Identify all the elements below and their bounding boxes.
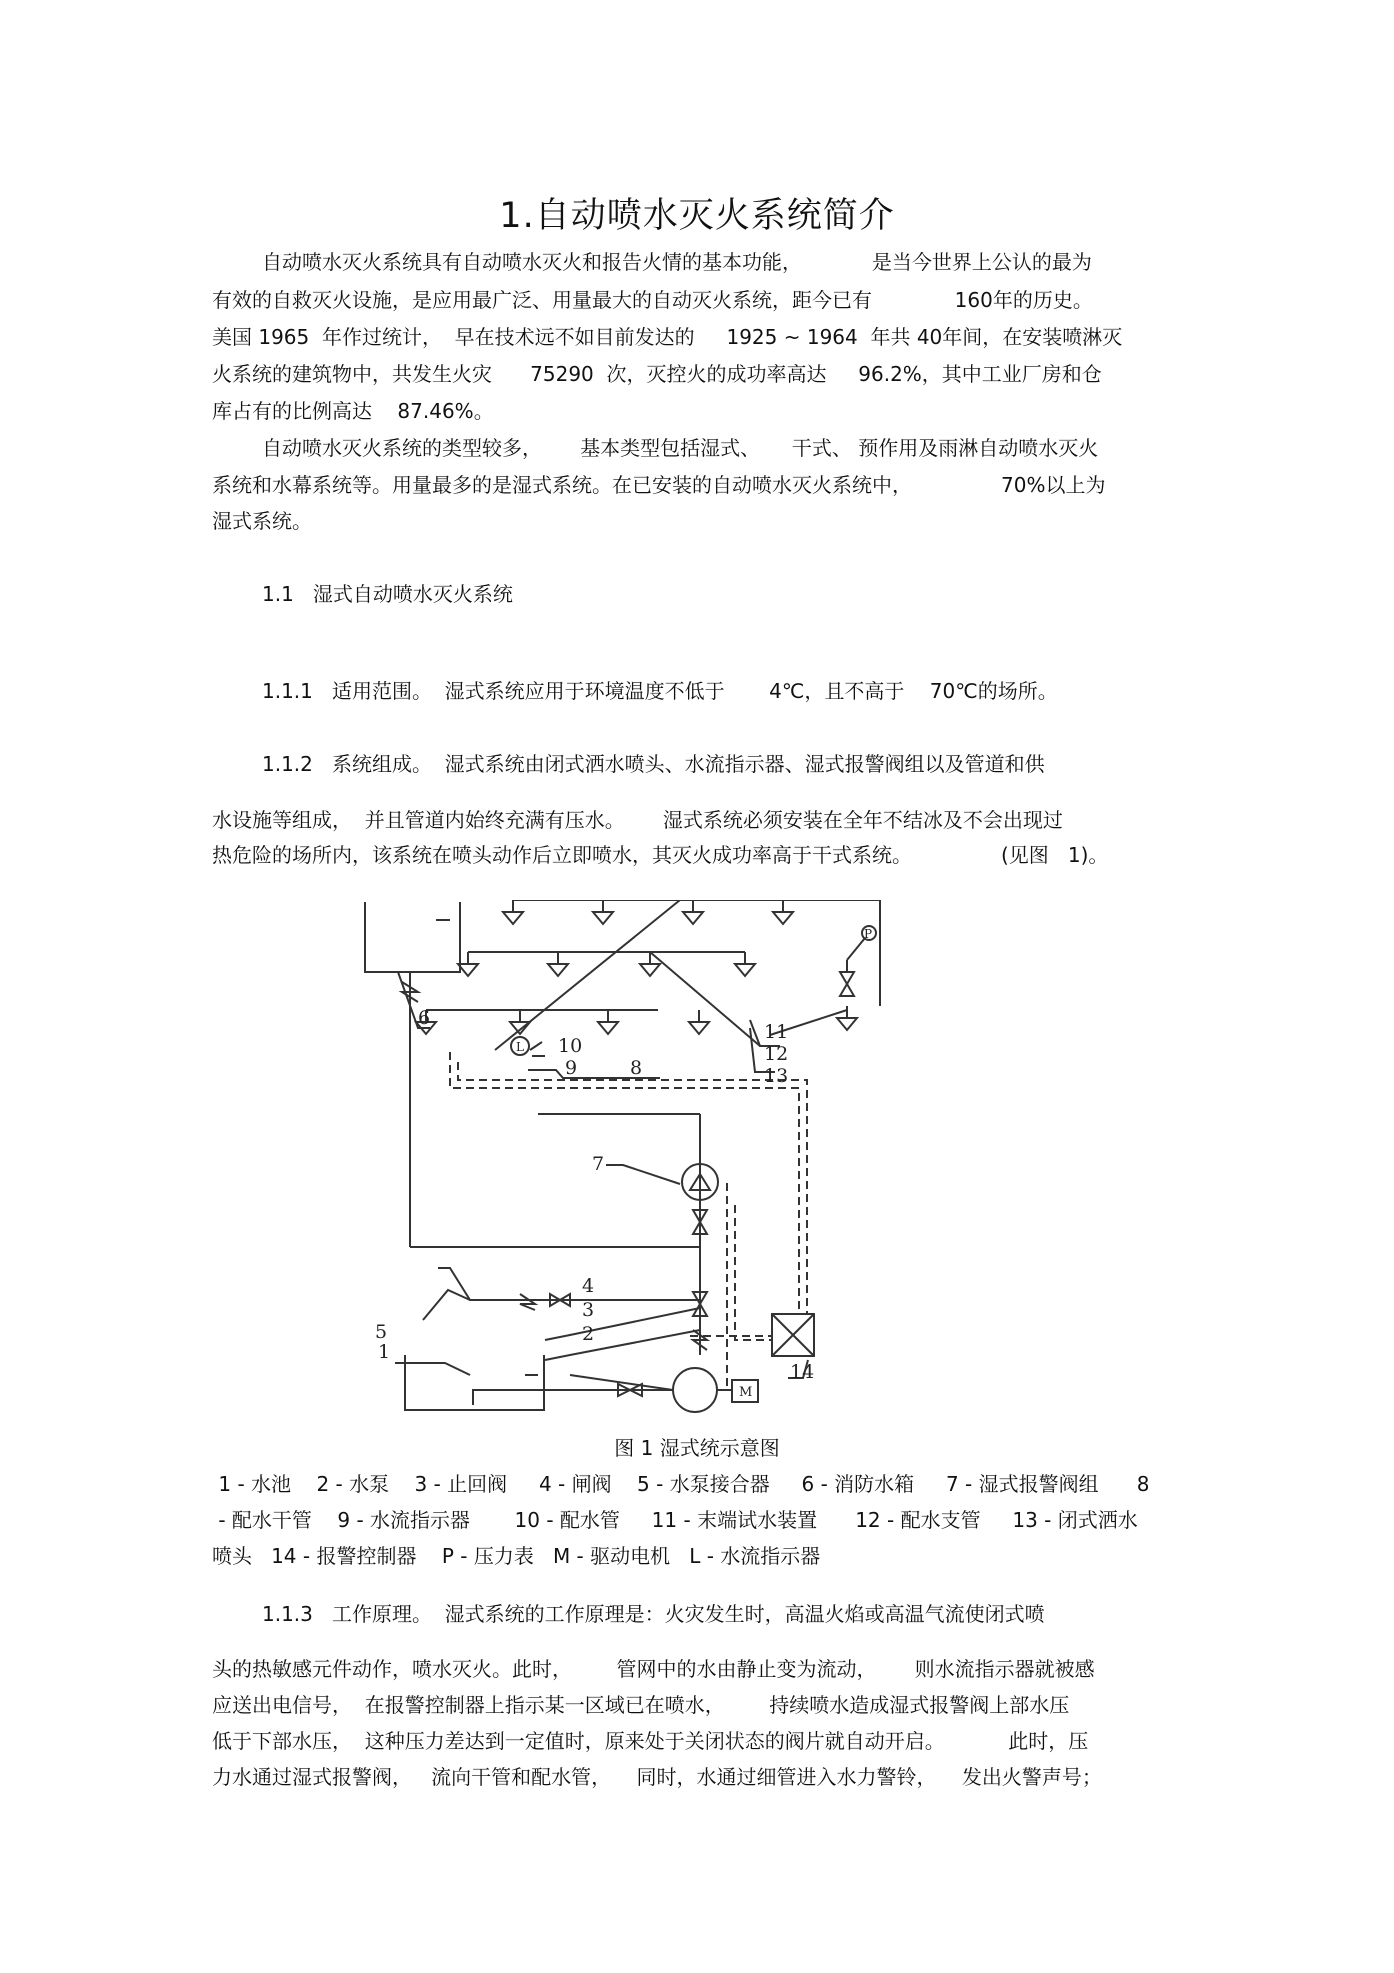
paragraph-line: 有效的自救灭火设施，是应用最广泛、用量最大的自动灭火系统，距今已有 160年的历史。: [212, 288, 1093, 312]
section-heading-1-1: 1.1 湿式自动喷水灭火系统: [262, 582, 513, 606]
paragraph-line: 低于下部水压， 这种压力差达到一定值时，原来处于关闭状态的阀片就自动开启。 此时，压: [212, 1729, 1089, 1753]
diagram-label: 11: [764, 1021, 789, 1043]
diagram-label: 13: [764, 1065, 789, 1087]
diagram-label: 9: [565, 1057, 578, 1079]
diagram-label: 3: [582, 1299, 595, 1321]
wet-system-schematic: [360, 900, 960, 1420]
paragraph-line: 头的热敏感元件动作，喷水灭火。此时， 管网中的水由静止变为流动， 则水流指示器就被感: [212, 1657, 1095, 1681]
pipework: [365, 900, 880, 1412]
section-1-1-2: 1.1.2 系统组成。 湿式系统由闭式洒水喷头、水流指示器、湿式报警阀组以及管道和供: [262, 752, 1045, 776]
figure-caption: 图 1 湿式统示意图: [614, 1436, 780, 1460]
paragraph-line: 自动喷水灭火系统具有自动喷水灭火和报告火情的基本功能， 是当今世界上公认的最为: [262, 250, 1092, 274]
paragraph-line: 库占有的比例高达 87.46%。: [212, 399, 494, 423]
paragraph-line: 自动喷水灭火系统的类型较多， 基本类型包括湿式、 干式、 预作用及雨淋自动喷水灭火: [262, 436, 1099, 460]
diagram-label: 6: [418, 1007, 431, 1029]
system-diagram: [360, 900, 960, 1420]
diagram-label: 1: [378, 1341, 391, 1363]
legend-line: 1 - 水池 2 - 水泵 3 - 止回阀 4 - 闸阀 5 - 水泵接合器 6 - 消防水箱 7 - 湿式报警阀组 8: [212, 1472, 1150, 1496]
paragraph-line: 热危险的场所内，该系统在喷头动作后立即喷水，其灭火成功率高于干式系统。 (见图 1)。: [212, 843, 1109, 867]
legend-line: - 配水干管 9 - 水流指示器 10 - 配水管 11 - 末端试水装置 12 - 配水支管 13 - 闭式洒水: [212, 1508, 1138, 1532]
pressure-gauge-label: P: [864, 927, 873, 941]
diagram-label: 14: [790, 1361, 815, 1383]
paragraph-line: 湿式系统。: [212, 509, 312, 533]
diagram-label: 4: [582, 1275, 595, 1297]
page-title: 1.自动喷水灭火系统简介: [499, 196, 895, 236]
flow-indicator-label: L: [516, 1040, 524, 1054]
diagram-label: 2: [582, 1323, 595, 1345]
paragraph-line: 应送出电信号， 在报警控制器上指示某一区域已在喷水， 持续喷水造成湿式报警阀上部水压: [212, 1693, 1070, 1717]
diagram-label: 7: [592, 1153, 605, 1175]
paragraph-line: 系统和水幕系统等。用量最多的是湿式系统。在已安装的自动喷水灭火系统中， 70%以上为: [212, 473, 1106, 497]
motor-label: M: [739, 1385, 753, 1400]
paragraph-line: 美国 1965 年作过统计， 早在技术远不如目前发达的 1925 ~ 1964 年共 40年间，在安装喷淋灭: [212, 325, 1123, 349]
section-1-1-1: 1.1.1 适用范围。 湿式系统应用于环境温度不低于 4℃，且不高于 70℃的场所。: [262, 679, 1058, 703]
paragraph-line: 水设施等组成， 并且管道内始终充满有压水。 湿式系统必须安装在全年不结冰及不会出现过: [212, 808, 1063, 832]
legend-line: 喷头 14 - 报警控制器 P - 压力表 M - 驱动电机 L - 水流指示器: [212, 1544, 821, 1568]
diagram-label: 5: [375, 1321, 388, 1343]
diagram-labels: [375, 927, 872, 1400]
diagram-label: 12: [764, 1043, 789, 1065]
diagram-label: 10: [558, 1035, 583, 1057]
diagram-label: 8: [630, 1057, 643, 1079]
paragraph-line: 力水通过湿式报警阀， 流向干管和配水管， 同时，水通过细管进入水力警铃， 发出火警声号；: [212, 1765, 1102, 1789]
section-1-1-3: 1.1.3 工作原理。 湿式系统的工作原理是：火灾发生时，高温火焰或高温气流使闭式喷: [262, 1602, 1045, 1626]
paragraph-line: 火系统的建筑物中，共发生火灾 75290 次，灭控火的成功率高达 96.2%，其中工业厂房和仓: [212, 362, 1102, 386]
